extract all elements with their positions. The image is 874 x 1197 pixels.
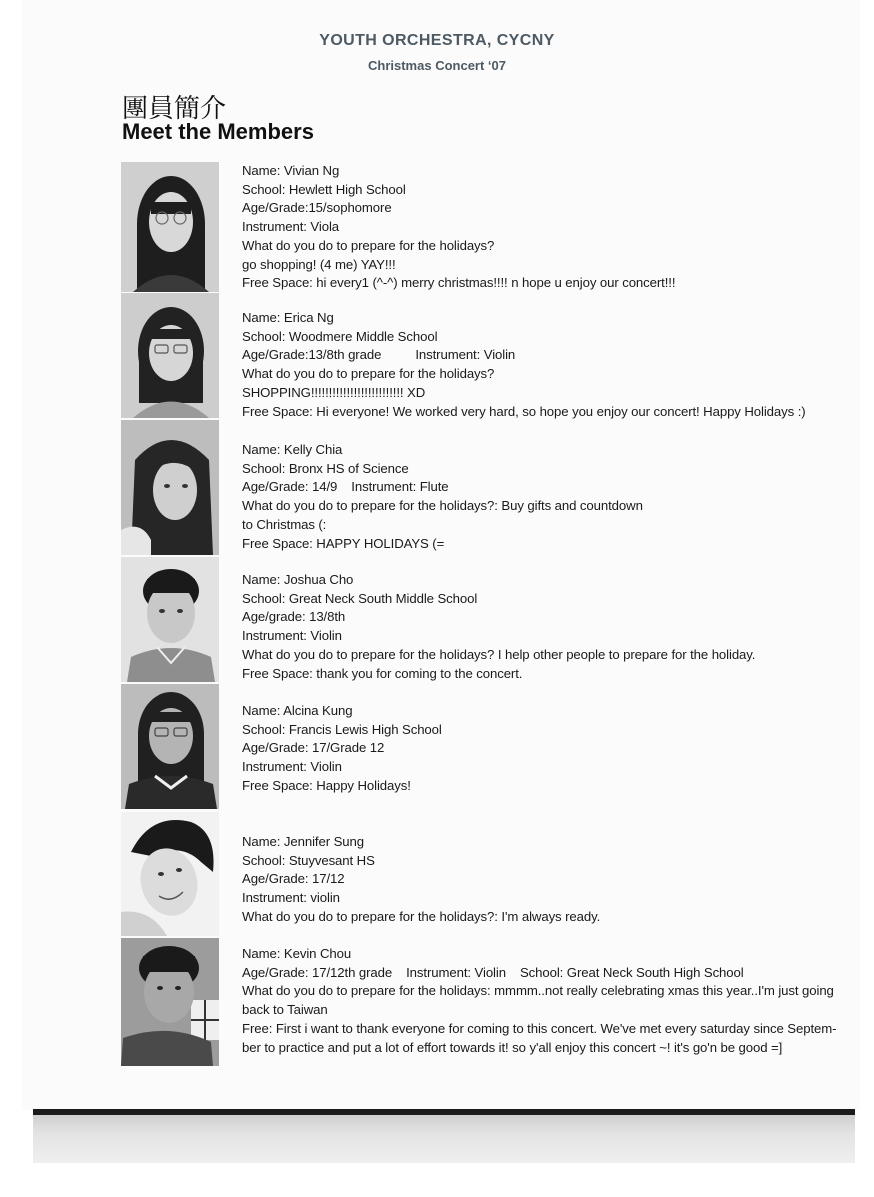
- member-free-space: Free Space: HAPPY HOLIDAYS (=: [242, 535, 445, 551]
- member-school: School: Great Neck South High School: [519, 964, 744, 980]
- member-instrument: Instrument: Violin: [406, 964, 506, 980]
- member-instrument: Instrument: violin: [242, 890, 340, 906]
- member-name: Name: Alcina Kung: [242, 703, 353, 718]
- scan-shadow: [33, 1115, 855, 1163]
- member-free-space: Free Space: thank you for coming to the concert.: [242, 665, 523, 681]
- member-age-grade: Age/Grade:13/8th grade: [242, 347, 382, 363]
- member-free-space: Free Space: hi every1 (^-^) merry christmas!!!! n hope u enjoy our concert!!!: [242, 275, 676, 291]
- member-answer: back to Taiwan: [242, 1002, 328, 1018]
- orchestra-title: YOUTH ORCHESTRA, CYCNY: [319, 32, 555, 49]
- member-age-grade: Age/grade: 13/8th: [242, 609, 346, 625]
- member-name: Name: Erica Ng: [242, 310, 334, 325]
- member-info: [242, 309, 842, 421]
- member-info: [242, 162, 842, 293]
- member-name: Name: Kelly Chia: [242, 442, 343, 457]
- member-photo: [121, 938, 219, 1066]
- member-free-space: Free Space: Hi everyone! We worked very hard, so hope you enjoy our concert! Happy Holidays :): [242, 403, 806, 419]
- member-answer: SHOPPING!!!!!!!!!!!!!!!!!!!!!!!!!! XD: [242, 384, 426, 400]
- member-instrument: Instrument: Violin: [415, 347, 516, 363]
- member-question: What do you do to prepare for the holidays?: I'm always ready.: [242, 908, 601, 924]
- member-name: Name: Joshua Cho: [242, 572, 354, 587]
- member-age-grade: Age/Grade: 14/9: [242, 479, 338, 495]
- member-info: [242, 571, 842, 683]
- member-name: Name: Jennifer Sung: [242, 834, 364, 849]
- member-free-space: Free: First i want to thank everyone for coming to this concert. We've met every saturday since Septem-: [242, 1020, 837, 1036]
- member-name: Name: Vivian Ng: [242, 163, 340, 178]
- member-name: Name: Kevin Chou: [242, 946, 352, 961]
- member-photo: [121, 420, 219, 555]
- member-answer: to Christmas (:: [242, 516, 327, 532]
- member-question: What do you do to prepare for the holidays? I help other people to prepare for the holiday.: [242, 646, 756, 662]
- member-age-grade: Age/Grade: 17/12: [242, 871, 345, 887]
- member-school: School: Hewlett High School: [242, 181, 406, 197]
- member-age-grade: Age/Grade:15/sophomore: [242, 200, 392, 216]
- section-title: Meet the Members: [122, 119, 314, 144]
- member-photo: [121, 162, 219, 292]
- member-photo: [121, 812, 219, 936]
- member-question: What do you do to prepare for the holidays?: Buy gifts and countdown: [242, 498, 643, 514]
- member-info: [242, 833, 842, 927]
- member-question: What do you do to prepare for the holidays?: [242, 366, 495, 382]
- member-instrument: Instrument: Viola: [242, 219, 340, 235]
- member-school: School: Francis Lewis High School: [242, 721, 442, 737]
- member-instrument: Instrument: Violin: [242, 759, 342, 775]
- member-school: School: Great Neck South Middle School: [242, 590, 478, 606]
- member-photo: [121, 557, 219, 682]
- member-photo: [121, 293, 219, 418]
- member-question: What do you do to prepare for the holidays: mmmm..not really celebrating xmas this year..I'm just going: [242, 983, 834, 999]
- member-answer: go shopping! (4 me) YAY!!!: [242, 256, 396, 272]
- member-age-grade: Age/Grade: 17/12th grade: [242, 964, 393, 980]
- member-question: What do you do to prepare for the holidays?: [242, 237, 495, 253]
- member-school: School: Woodmere Middle School: [242, 328, 438, 344]
- member-free-space-cont: ber to practice and put a lot of effort towards it! so y'all enjoy this concert ~! it's go'n be good =]: [242, 1039, 783, 1055]
- member-age-grade: Age/Grade: 17/Grade 12: [242, 740, 385, 756]
- member-info: [242, 702, 842, 796]
- concert-subtitle: Christmas Concert ‘07: [368, 58, 506, 73]
- member-instrument: Instrument: Flute: [351, 479, 449, 495]
- cjk-section-title: 團員簡介: [122, 94, 227, 124]
- member-photo: [121, 684, 219, 809]
- member-free-space: Free Space: Happy Holidays!: [242, 777, 411, 793]
- member-school: School: Bronx HS of Science: [242, 460, 409, 476]
- member-instrument: Instrument: Violin: [242, 628, 342, 644]
- member-school: School: Stuyvesant HS: [242, 852, 375, 868]
- member-info: [242, 945, 842, 1057]
- member-info: [242, 441, 842, 553]
